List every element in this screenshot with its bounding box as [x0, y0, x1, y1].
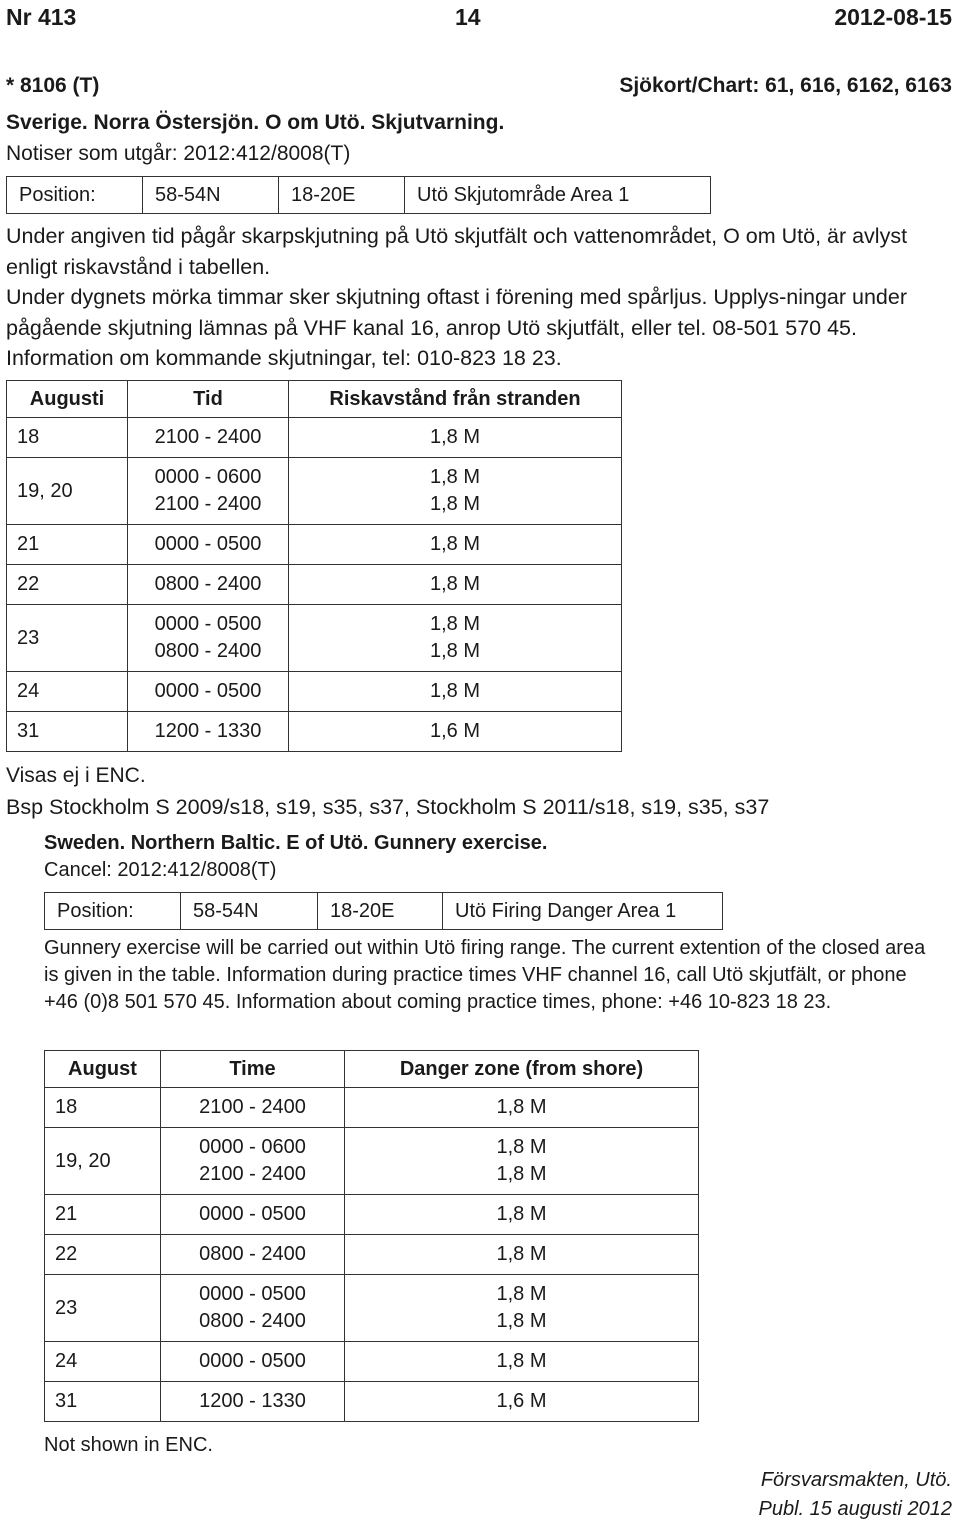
cell-distance: 1,8 M [345, 1235, 699, 1275]
table-row [45, 1382, 699, 1422]
enc-note-en: Not shown in ENC. [44, 1434, 213, 1456]
position-label: Position: [45, 893, 181, 930]
notice-source: Försvarsmakten, Utö. [760, 1469, 952, 1491]
cancel-notice-sv: Notiser som utgår: 2012:412/8008(T) [6, 142, 351, 165]
cancel-notice-en: Cancel: 2012:412/8008(T) [44, 859, 277, 881]
cell-time [128, 605, 289, 672]
column-header-distance: Danger zone (from shore) [345, 1051, 699, 1088]
distance-2: 1,8 M [429, 493, 481, 515]
cell-day: 18 [45, 1088, 161, 1128]
cell-time: 2100 - 2400 [161, 1088, 345, 1128]
table-row [7, 672, 622, 712]
page-number: 14 [455, 4, 481, 30]
cell-distance: 1,8 M [289, 672, 622, 712]
issue-date: 2012-08-15 [834, 4, 952, 30]
notice-title-sv: Sverige. Norra Östersjön. O om Utö. Skjutvarning. [6, 111, 505, 134]
time-2: 0800 - 2400 [154, 640, 262, 662]
table-row [45, 1235, 699, 1275]
table-row [7, 565, 622, 605]
position-label: Position: [7, 177, 143, 214]
paragraph-en: Gunnery exercise will be carried out within Utö firing range. The current extention of the closed area is given in the table. Information during practice times VHF channel 16, call Utö skjutfält, or phone +46 (0)8 501 570 45. Information about coming practice times, phone: +46 10-823 18 23. [44, 937, 926, 1014]
position-lat: 58-54N [181, 893, 318, 930]
distance-1: 1,8 M [429, 466, 481, 488]
table-row [7, 458, 622, 525]
time-1: 0000 - 0600 [154, 466, 262, 488]
cell-time: 0800 - 2400 [128, 565, 289, 605]
position-table-en [44, 892, 723, 930]
time-2: 2100 - 2400 [199, 1163, 306, 1185]
distance-1: 1,8 M [496, 1136, 547, 1158]
table-row [45, 1195, 699, 1235]
publication-date: Publ. 15 augusti 2012 [758, 1498, 952, 1520]
table-row [45, 1275, 699, 1342]
position-lon: 18-20E [318, 893, 443, 930]
time-2: 0800 - 2400 [199, 1310, 306, 1332]
column-header-distance: Riskavstånd från stranden [289, 381, 622, 418]
cell-distance: 1,8 M [289, 418, 622, 458]
enc-note-sv: Visas ej i ENC. [6, 764, 146, 787]
cell-time: 1200 - 1330 [161, 1382, 345, 1422]
paragraph-sv-1: Under angiven tid pågår skarpskjutning på Utö skjutfält och vattenområdet, O om Utö, är avlyst enligt riskavstånd i tabellen. [6, 224, 908, 279]
column-header-day: Augusti [7, 381, 128, 418]
cell-distance [289, 458, 622, 525]
cell-distance [345, 1128, 699, 1195]
position-lat: 58-54N [143, 177, 279, 214]
cell-time: 0000 - 0500 [161, 1195, 345, 1235]
table-row [7, 605, 622, 672]
cell-day: 21 [7, 525, 128, 565]
cell-day: 22 [7, 565, 128, 605]
bsp-note: Bsp Stockholm S 2009/s18, s19, s35, s37, Stockholm S 2011/s18, s19, s35, s37 [6, 795, 770, 819]
cell-time: 0800 - 2400 [161, 1235, 345, 1275]
cell-distance [345, 1275, 699, 1342]
cell-time [128, 458, 289, 525]
paragraph-sv-2: Under dygnets mörka timmar sker skjutning oftast i förening med spårljus. Upplys-ningar under pågående skjutning lämnas på VHF kanal 16, anrop Utö skjutfält, eller tel. 08-501 570 45. Information om kommande skjutningar, tel: 010-823 18 23. [6, 285, 908, 370]
column-header-time: Time [161, 1051, 345, 1088]
distance-2: 1,8 M [496, 1310, 547, 1332]
column-header-time: Tid [128, 381, 289, 418]
cell-distance [289, 605, 622, 672]
distance-2: 1,8 M [429, 640, 481, 662]
cell-distance: 1,8 M [345, 1342, 699, 1382]
column-header-day: August [45, 1051, 161, 1088]
chart-numbers: Sjökort/Chart: 61, 616, 6162, 6163 [619, 74, 952, 97]
time-2: 2100 - 2400 [154, 493, 262, 515]
cell-day: 21 [45, 1195, 161, 1235]
cell-day: 22 [45, 1235, 161, 1275]
table-row [45, 1342, 699, 1382]
cell-time [161, 1275, 345, 1342]
cell-distance: 1,8 M [345, 1195, 699, 1235]
cell-day: 23 [45, 1275, 161, 1342]
table-row [45, 1088, 699, 1128]
table-row [7, 712, 622, 752]
cell-day: 24 [7, 672, 128, 712]
table-row [45, 1128, 699, 1195]
issue-number: Nr 413 [6, 4, 77, 30]
cell-time: 2100 - 2400 [128, 418, 289, 458]
position-area: Utö Skjutområde Area 1 [405, 177, 711, 214]
cell-time: 1200 - 1330 [128, 712, 289, 752]
cell-day: 23 [7, 605, 128, 672]
position-lon: 18-20E [279, 177, 405, 214]
cell-day: 31 [45, 1382, 161, 1422]
danger-table-en [44, 1050, 699, 1422]
cell-distance: 1,8 M [289, 525, 622, 565]
cell-time: 0000 - 0500 [128, 525, 289, 565]
cell-distance: 1,6 M [289, 712, 622, 752]
cell-time: 0000 - 0500 [128, 672, 289, 712]
notice-title-en: Sweden. Northern Baltic. E of Utö. Gunnery exercise. [44, 832, 548, 854]
cell-distance: 1,6 M [345, 1382, 699, 1422]
cell-day: 31 [7, 712, 128, 752]
cell-time: 0000 - 0500 [161, 1342, 345, 1382]
danger-table-sv [6, 380, 622, 752]
time-1: 0000 - 0600 [199, 1136, 306, 1158]
distance-2: 1,8 M [496, 1163, 547, 1185]
time-1: 0000 - 0500 [199, 1283, 306, 1305]
cell-time [161, 1128, 345, 1195]
cell-distance: 1,8 M [345, 1088, 699, 1128]
cell-distance: 1,8 M [289, 565, 622, 605]
cell-day: 19, 20 [45, 1128, 161, 1195]
distance-1: 1,8 M [496, 1283, 547, 1305]
table-row [7, 525, 622, 565]
cell-day: 24 [45, 1342, 161, 1382]
notice-number: * 8106 (T) [6, 74, 100, 97]
cell-day: 18 [7, 418, 128, 458]
table-row [7, 418, 622, 458]
cell-day: 19, 20 [7, 458, 128, 525]
position-area: Utö Firing Danger Area 1 [443, 893, 723, 930]
time-1: 0000 - 0500 [154, 613, 262, 635]
distance-1: 1,8 M [429, 613, 481, 635]
position-table-sv [6, 176, 711, 214]
